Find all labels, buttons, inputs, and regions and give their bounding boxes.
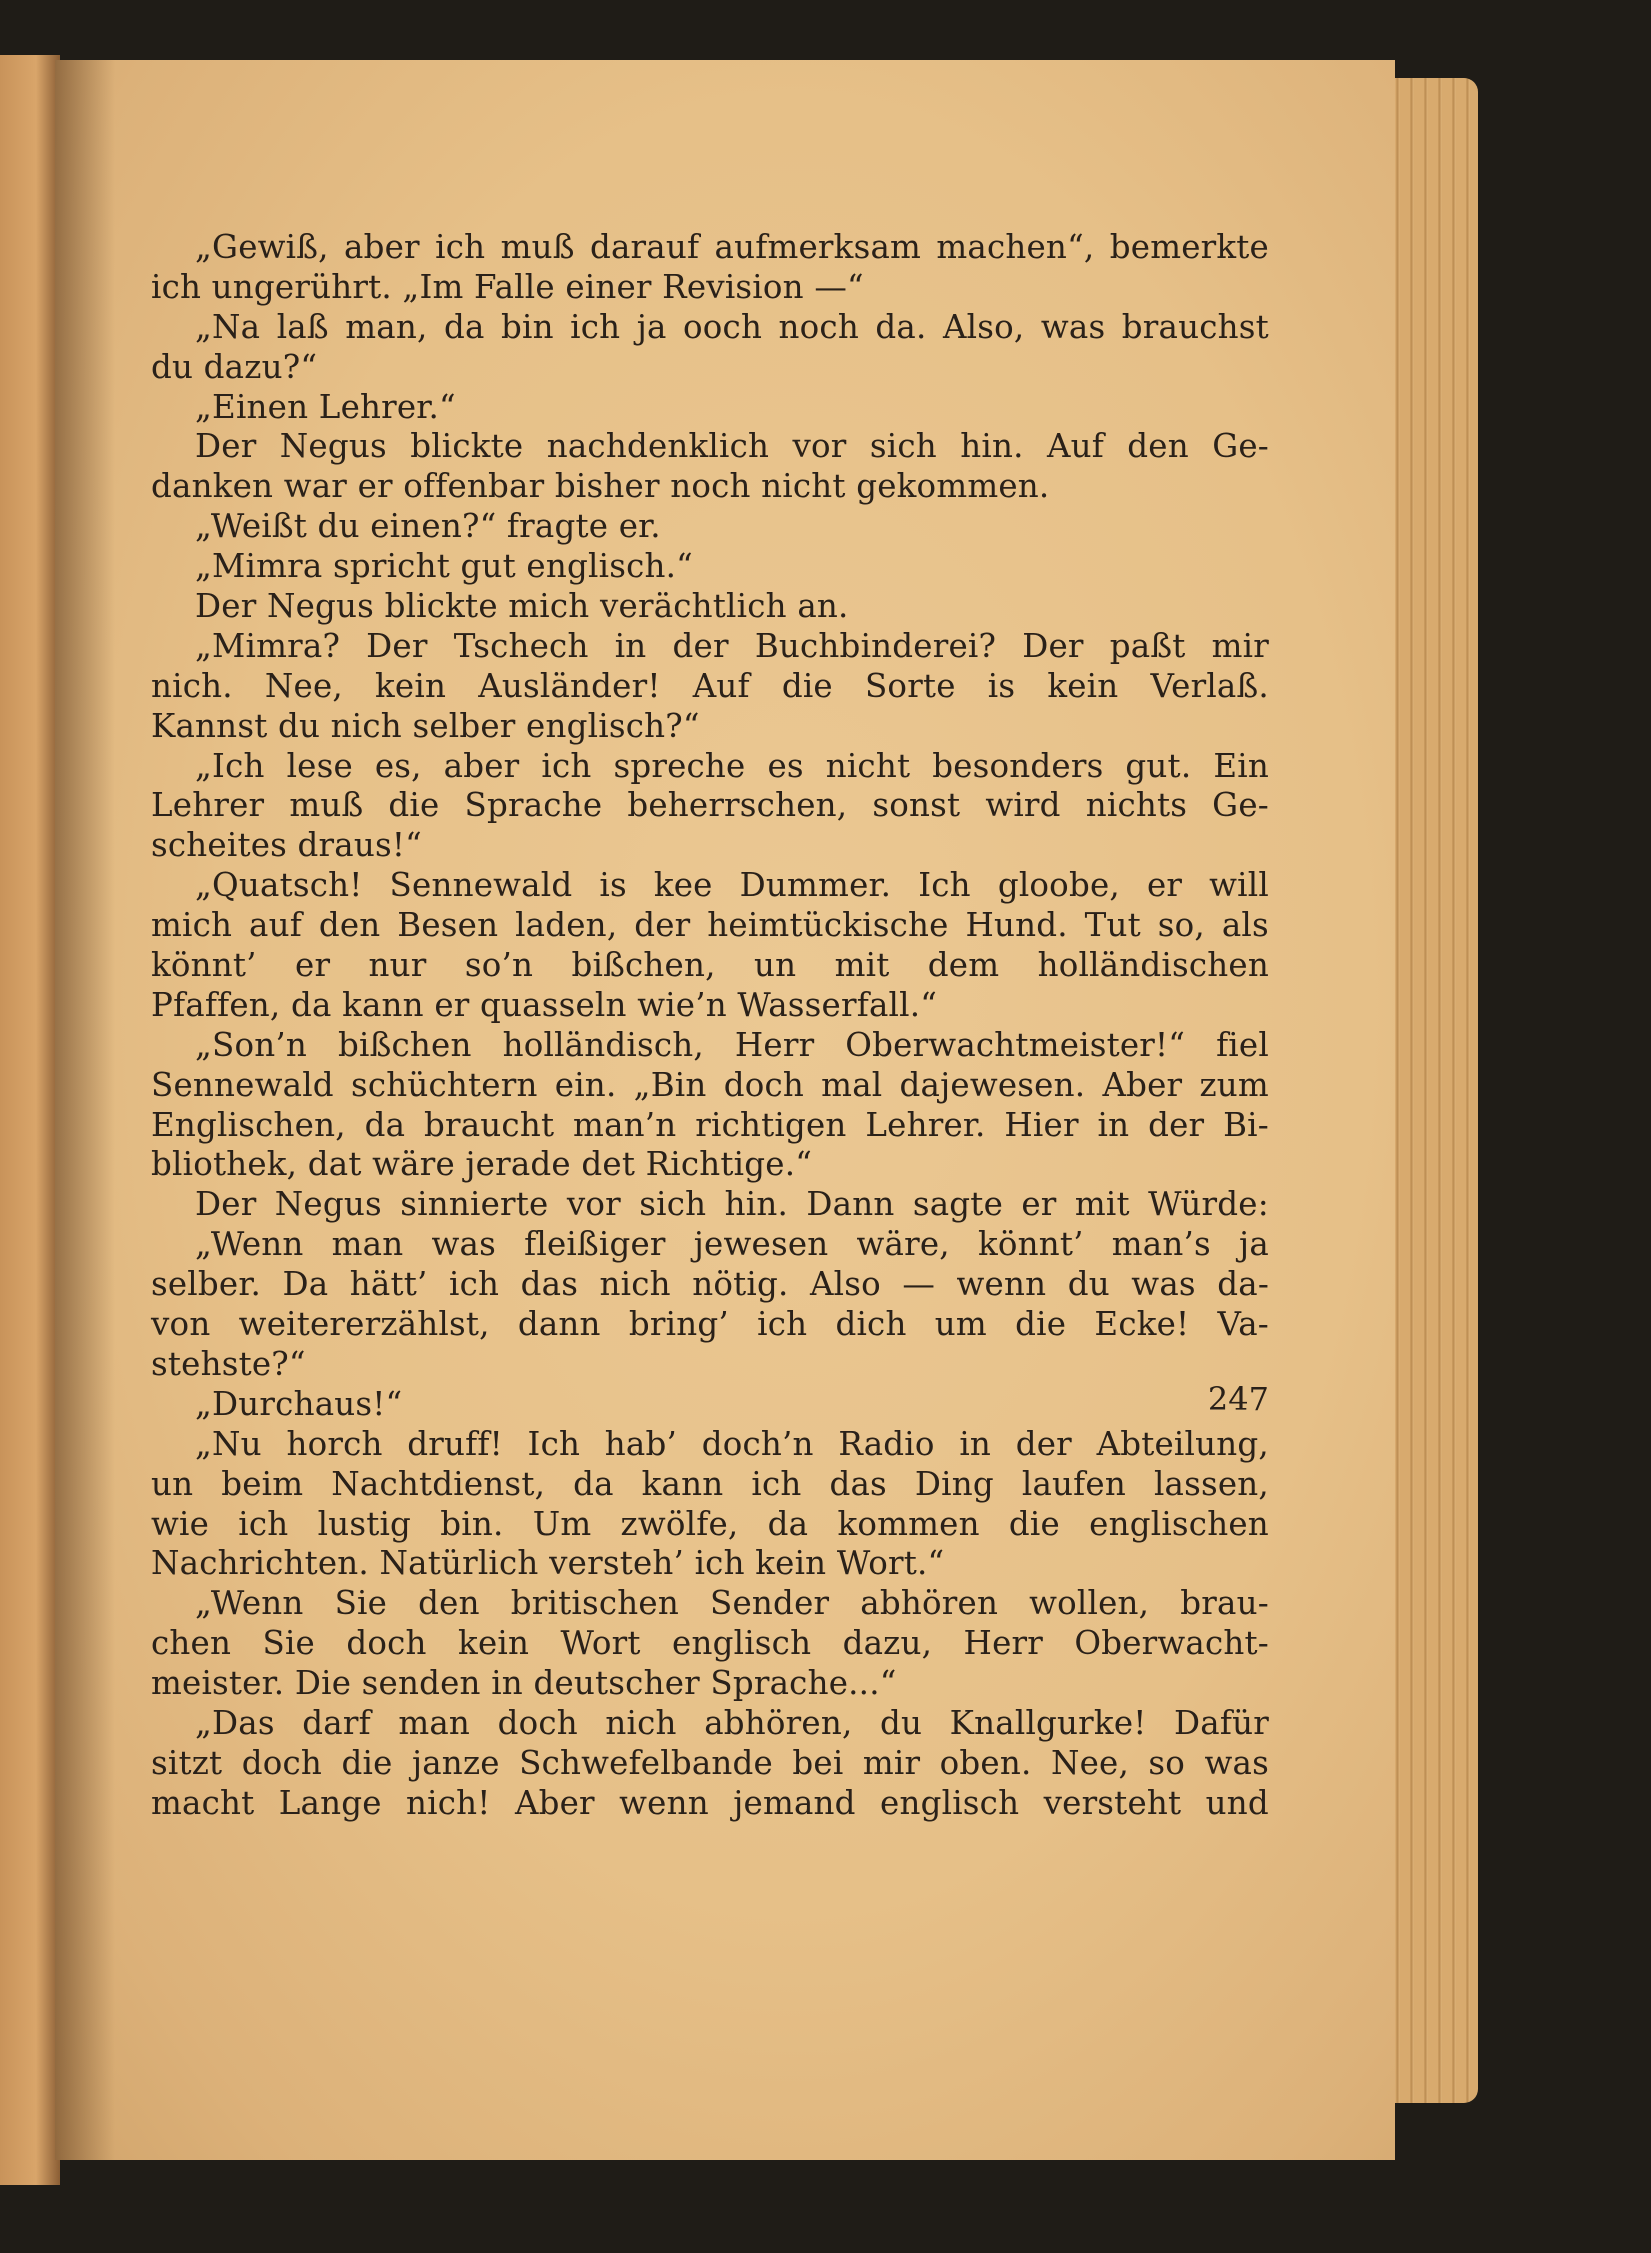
text-line: danken war er offenbar bisher noch nicht gekommen. <box>151 467 1050 506</box>
text-line: „Quatsch! Sennewald is kee Dummer. Ich gloobe, er will <box>195 866 1269 905</box>
text-line: Pfaffen, da kann er quasseln wie’n Wasserfall.“ <box>151 985 938 1024</box>
text-line: un beim Nachtdienst, da kann ich das Ding laufen lassen, <box>151 1464 1269 1503</box>
book-page <box>55 60 1395 2160</box>
text-line: „Ich lese es, aber ich spreche es nicht besonders gut. Ein <box>195 746 1269 785</box>
text-line: „Das darf man doch nich abhören, du Knallgurke! Dafür <box>195 1703 1269 1742</box>
text-line: „Wenn Sie den britischen Sender abhören wollen, brau- <box>195 1584 1269 1623</box>
text-line: macht Lange nich! Aber wenn jemand englisch versteht und <box>151 1783 1269 1822</box>
text-line: „Einen Lehrer.“ <box>195 387 456 426</box>
text-line: „Nu horch druff! Ich hab’ doch’n Radio in der Abteilung, <box>195 1424 1269 1463</box>
text-line: Der Negus blickte nachdenklich vor sich hin. Auf den Ge- <box>195 427 1269 466</box>
text-line: „Wenn man was fleißiger jewesen wäre, könnt’ man’s ja <box>195 1225 1269 1264</box>
text-line: könnt’ er nur so’n bißchen, un mit dem holländischen <box>151 946 1269 985</box>
gutter-shadow <box>55 60 115 2160</box>
text-line: mich auf den Besen laden, der heimtückische Hund. Tut so, als <box>151 906 1269 945</box>
text-line: Kannst du nich selber englisch?“ <box>151 706 700 745</box>
text-line: selber. Da hätt’ ich das nich nötig. Also — wenn du was da- <box>151 1265 1269 1304</box>
text-line: „Na laß man, da bin ich ja ooch noch da. Also, was brauchst <box>195 307 1269 346</box>
facing-page-edge <box>0 55 60 2185</box>
text-line: „Mimra spricht gut englisch.“ <box>195 547 693 586</box>
text-line: du dazu?“ <box>151 347 318 386</box>
text-line: „Mimra? Der Tschech in der Buchbinderei? Der paßt mir <box>195 626 1269 665</box>
text-line: Der Negus blickte mich verächtlich an. <box>195 587 849 626</box>
text-line: stehste?“ <box>151 1344 306 1383</box>
text-line: Nachrichten. Natürlich versteh’ ich kein Wort.“ <box>151 1544 945 1583</box>
text-line: „Durchaus!“ <box>195 1384 403 1423</box>
text-line: Englischen, da braucht man’n richtigen Lehrer. Hier in der Bi- <box>151 1105 1269 1144</box>
text-line: scheites draus!“ <box>151 826 422 865</box>
text-line: ich ungerührt. „Im Falle einer Revision —“ <box>151 267 864 306</box>
text-line: chen Sie doch kein Wort englisch dazu, Herr Oberwacht- <box>151 1624 1269 1663</box>
text-line: Lehrer muß die Sprache beherrschen, sonst wird nichts Ge- <box>151 786 1269 825</box>
text-line: „Gewiß, aber ich muß darauf aufmerksam machen“, bemerkte <box>195 228 1269 266</box>
text-line: nich. Nee, kein Ausländer! Auf die Sorte is kein Verlaß. <box>151 666 1269 705</box>
text-line: bliothek, dat wäre jerade det Richtige.“ <box>151 1145 813 1184</box>
page-number: 247 <box>1207 1380 1269 1418</box>
text-line: „Weißt du einen?“ fragte er. <box>195 507 661 546</box>
text-line: meister. Die senden in deutscher Sprache...“ <box>151 1664 897 1703</box>
text-line: von weitererzählst, dann bring’ ich dich um die Ecke! Va- <box>151 1305 1269 1344</box>
text-line: wie ich lustig bin. Um zwölfe, da kommen die englischen <box>151 1504 1269 1543</box>
text-line: sitzt doch die janze Schwefelbande bei mir oben. Nee, so was <box>151 1743 1269 1782</box>
text-line: „Son’n bißchen holländisch, Herr Oberwachtmeister!“ fiel <box>195 1025 1269 1064</box>
body-text <box>151 228 1269 1824</box>
text-line: Sennewald schüchtern ein. „Bin doch mal dajewesen. Aber zum <box>151 1065 1269 1104</box>
text-line: Der Negus sinnierte vor sich hin. Dann sagte er mit Würde: <box>195 1185 1269 1224</box>
